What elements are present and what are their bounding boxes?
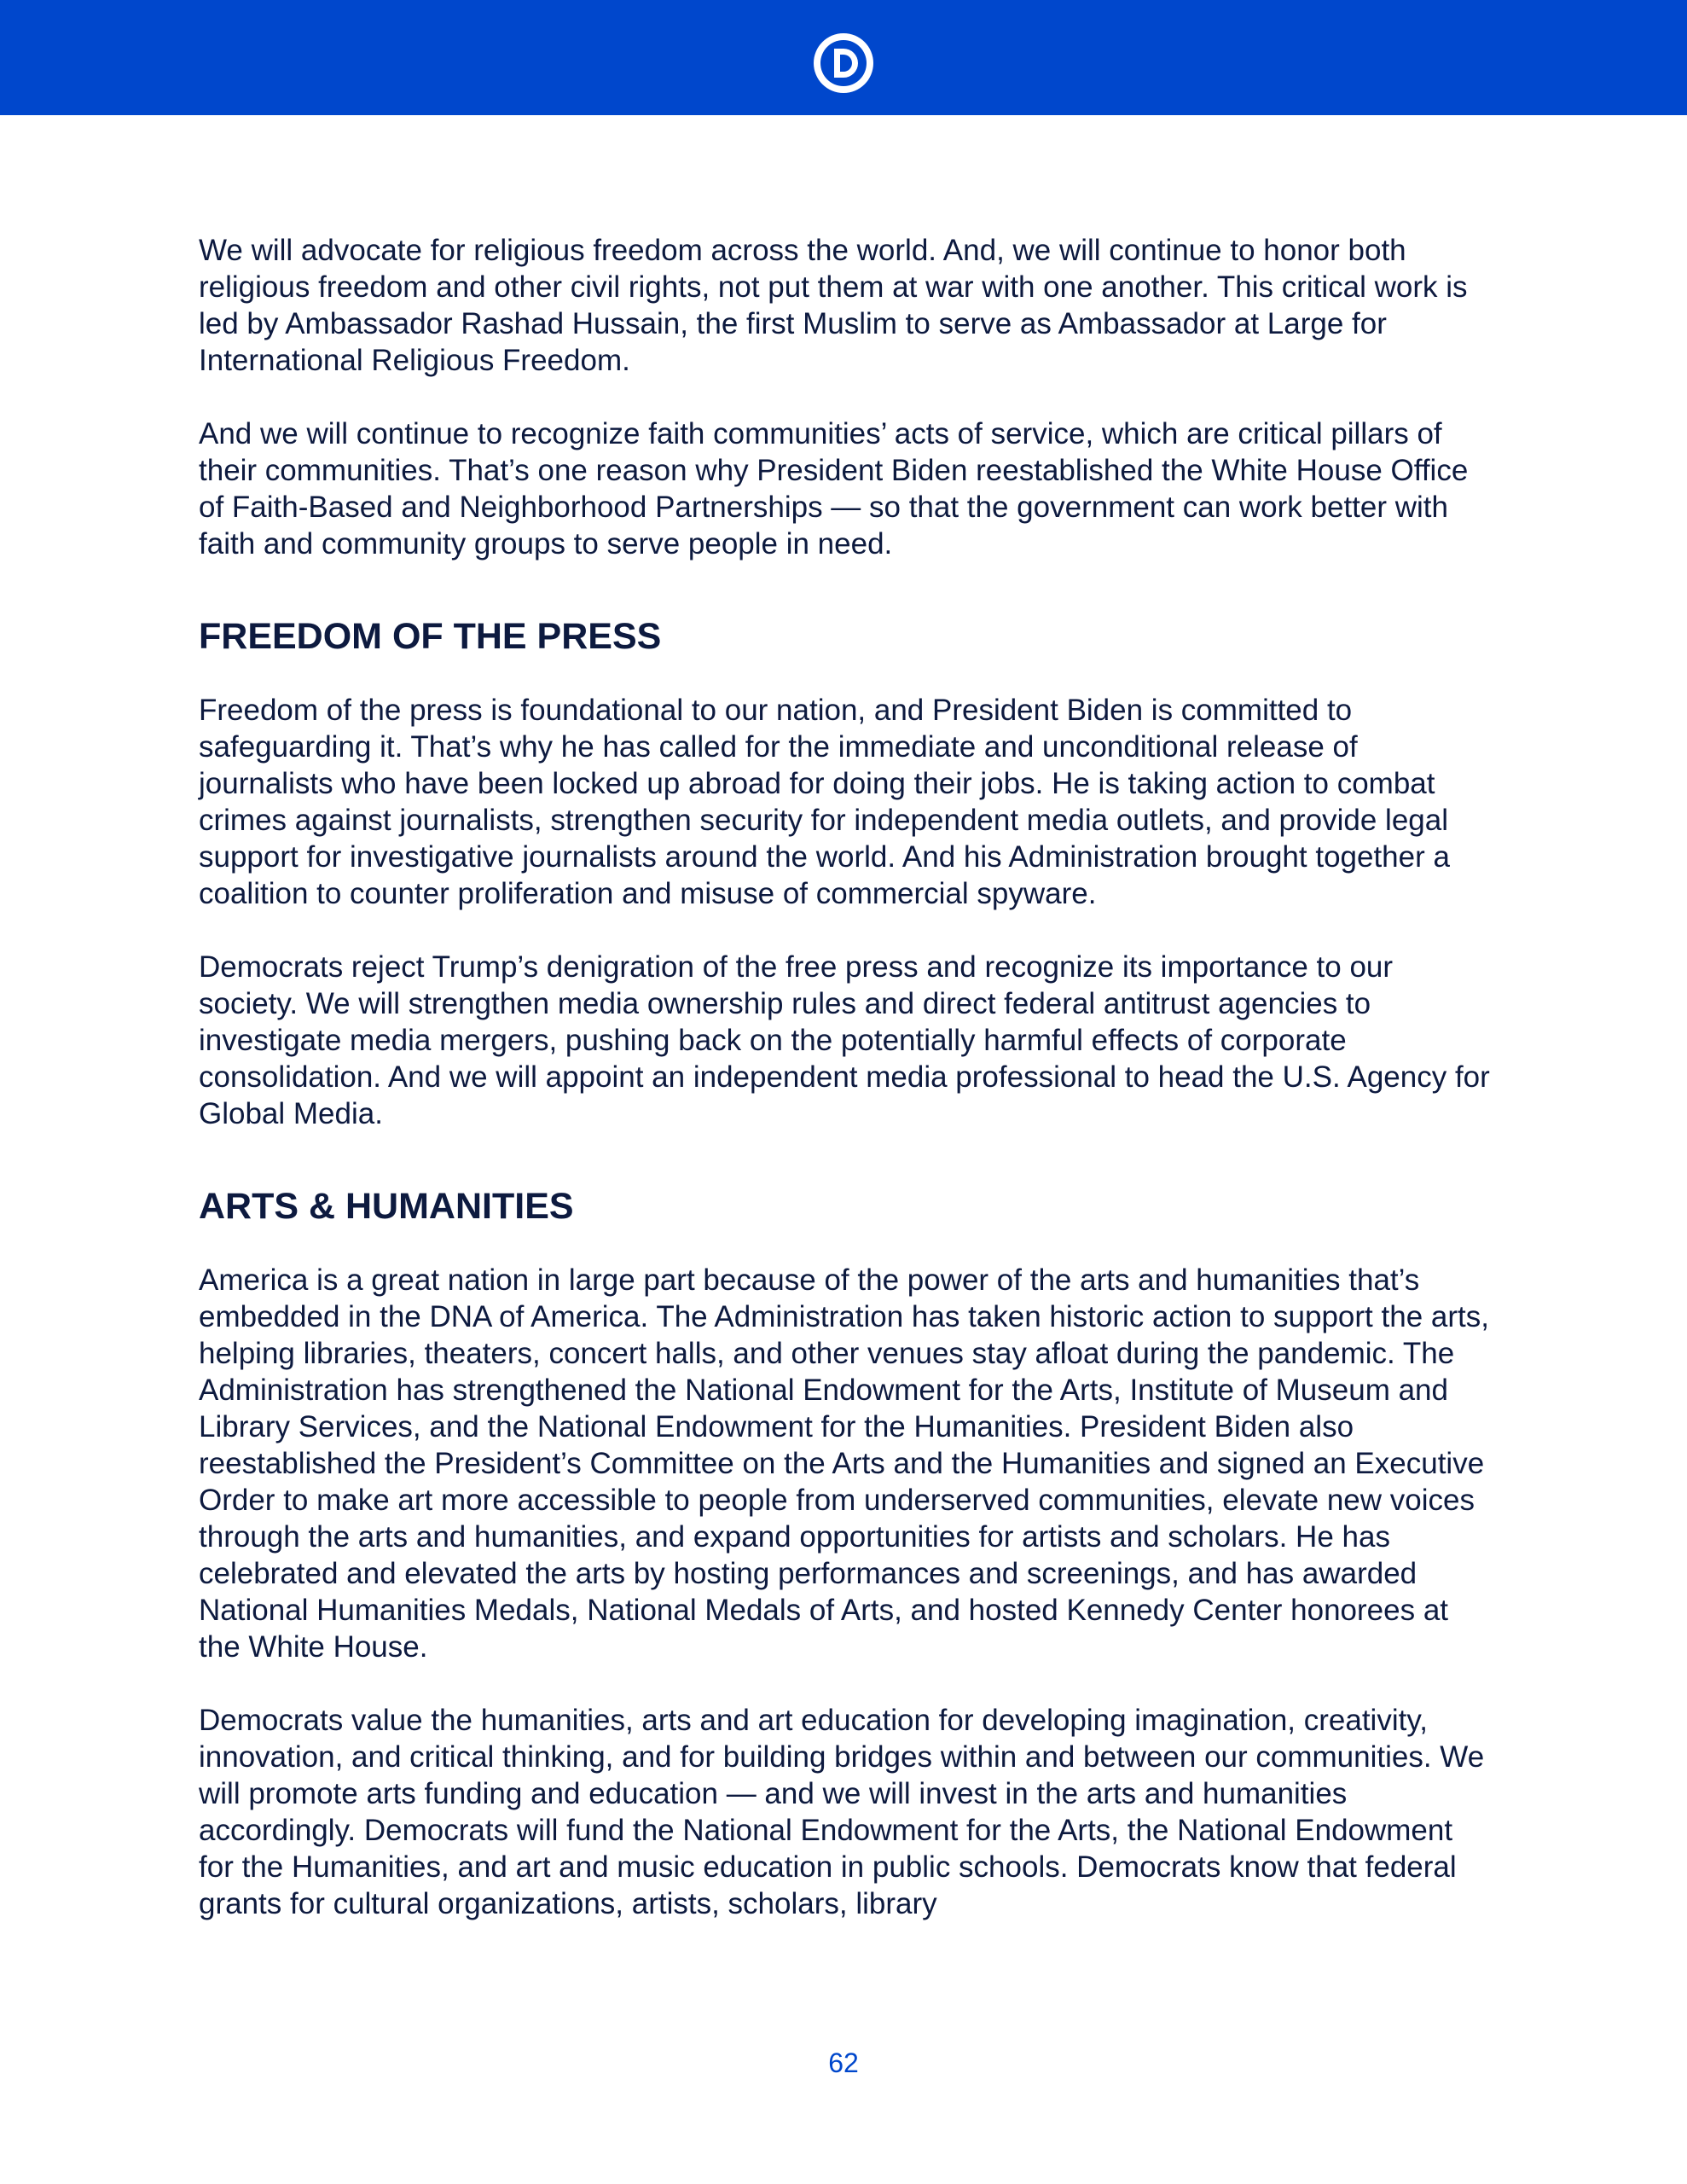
- paragraph-arts-administration: America is a great nation in large part because of the power of the arts and humanities that’s embedded in the DNA of America. The Administration has taken historic action to support the arts, helping libraries, theaters, concert halls, and other venues stay afloat during the pandemic. The Administration has strengthened the National Endowment for the Arts, Institute of Museum and Library Services, and the National Endowment for the Humanities. President Biden also reestablished the President’s Committee on the Arts and the Humanities and signed an Executive Order to make art more accessible to people from underserved communities, elevate new voices through the arts and humanities, and expand opportunities for artists and scholars. He has celebrated and elevated the arts by hosting performances and screenings, and has awarded National Humanities Medals, National Medals of Arts, and hosted Kennedy Center honorees at the White House.: [199, 1263, 1489, 1664]
- democratic-party-logo-icon: [811, 31, 876, 96]
- header-bar: [0, 0, 1687, 115]
- paragraph-free-press-democrats: Democrats reject Trump’s denigration of the free press and recognize its importance to our society. We will strengthen media ownership rules and direct federal antitrust agencies to investigate media mergers, pushing back on the potentially harmful effects of corporate consolidation. And we will appoint an independent media professional to head the U.S. Agency for Global Media.: [199, 950, 1490, 1130]
- paragraph-faith-communities: And we will continue to recognize faith communities’ acts of service, which are critical pillars of their communities. That’s one reason why President Biden reestablished the White House Office of Faith-Based and Neighborhood Partnerships — so that the government can work better with faith and community groups to serve people in need.: [199, 417, 1469, 561]
- page-number: 62: [828, 2048, 859, 2078]
- document-body: [199, 232, 1495, 1922]
- heading-freedom-of-the-press: FREEDOM OF THE PRESS: [199, 616, 662, 657]
- paragraph-arts-democrats: Democrats value the humanities, arts and art education for developing imagination, creativity, innovation, and critical thinking, and for building bridges within and between our communities. We will promote arts funding and education — and we will invest in the arts and humanities accordingly. Democrats will fund the National Endowment for the Arts, the National Endowment for the Humanities, and art and music education in public schools. Democrats know that federal grants for cultural organizations, artists, scholars, library: [199, 1704, 1485, 1920]
- paragraph-religious-freedom: We will advocate for religious freedom across the world. And, we will continue to honor both religious freedom and other civil rights, not put them at war with one another. This critical work is led by Ambassador Rashad Hussain, the first Muslim to serve as Ambassador at Large for International Religious Freedom.: [199, 234, 1468, 377]
- heading-arts-humanities: ARTS & HUMANITIES: [199, 1186, 574, 1227]
- paragraph-press-freedom: Freedom of the press is foundational to our nation, and President Biden is committed to safeguarding it. That’s why he has called for the immediate and unconditional release of journalists who have been locked up abroad for doing their jobs. He is taking action to combat crimes against journalists, strengthen security for independent media outlets, and provide legal support for investigative journalists around the world. And his Administration brought together a coalition to counter proliferation and misuse of commercial spyware.: [199, 694, 1450, 910]
